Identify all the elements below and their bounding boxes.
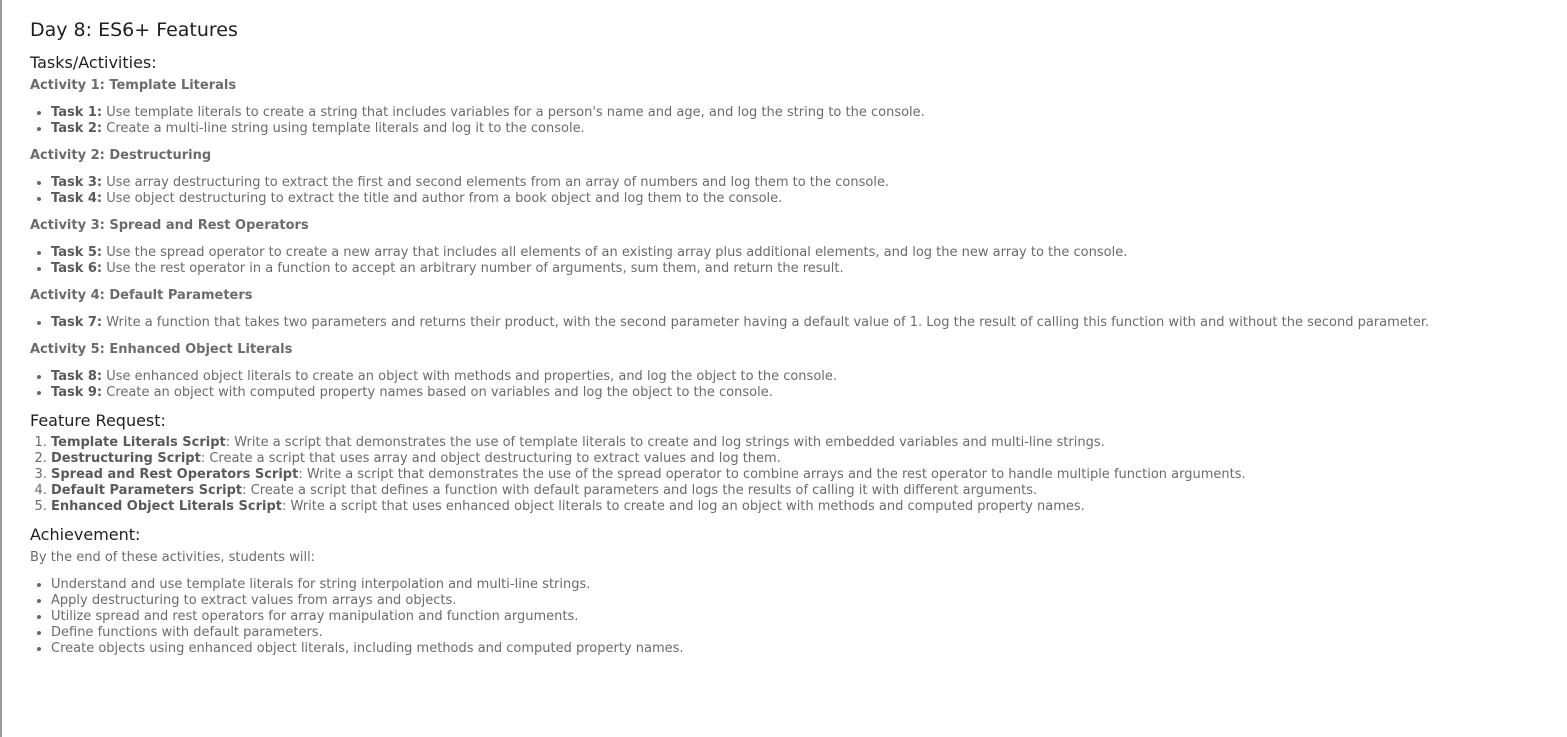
activity-task-list — [30, 245, 1550, 277]
task-label: Task 6: — [51, 261, 103, 276]
feature-label: Destructuring Script — [51, 451, 201, 466]
achievement-item: • Utilize spread and rest operators for array manipulation and function arguments. — [51, 609, 1550, 625]
task-text: Use the spread operator to create a new array that includes all elements of an existing array plus additional elements, and log the new array to the console. — [102, 245, 1128, 260]
task-text: Write a function that takes two parameters and returns their product, with the second parameter having a default value of 1. Log the result of calling this function with and without the second parameter. — [102, 315, 1430, 330]
task-item — [51, 385, 1550, 401]
achievement-list — [30, 577, 1550, 657]
task-item — [51, 245, 1550, 261]
feature-text: : Write a script that demonstrates the use of template literals to create and log strings with embedded variables and multi-line strings. — [225, 435, 1105, 450]
task-label: Task 9: — [51, 385, 103, 400]
activity-title: Activity 3: Spread and Rest Operators — [30, 218, 309, 233]
task-label: Task 5: — [51, 245, 103, 260]
achievement-item: • Create objects using enhanced object literals, including methods and computed property names. — [51, 641, 1550, 657]
task-item — [51, 105, 1550, 121]
feature-item — [51, 451, 1550, 467]
activity-task-list — [30, 315, 1550, 331]
task-label: Task 3: — [51, 175, 103, 190]
feature-label: Spread and Rest Operators Script — [51, 467, 299, 482]
task-text: Use the rest operator in a function to accept an arbitrary number of arguments, sum them, and return the result. — [102, 261, 844, 276]
tasks-heading: Tasks/Activities: — [30, 53, 157, 72]
feature-text: : Create a script that uses array and object destructuring to extract values and log them. — [200, 451, 781, 466]
task-item — [51, 261, 1550, 277]
feature-text: : Write a script that uses enhanced object literals to create and log an object with methods and computed property names. — [281, 499, 1085, 514]
activity-task-list — [30, 105, 1550, 137]
task-label: Task 4: — [51, 191, 103, 206]
activity-title: Activity 1: Template Literals — [30, 78, 237, 93]
feature-item — [51, 467, 1550, 483]
activity-title: Activity 5: Enhanced Object Literals — [30, 342, 293, 357]
task-label: Task 1: — [51, 105, 103, 120]
feature-item — [51, 483, 1550, 499]
task-item — [51, 191, 1550, 207]
page-title: Day 8: ES6+ Features — [30, 19, 238, 41]
activity-task-list — [30, 369, 1550, 401]
achievement-item: • Understand and use template literals for string interpolation and multi-line strings. — [51, 577, 1550, 593]
achievement-item: • Define functions with default parameters. — [51, 625, 1550, 641]
activity-task-list — [30, 175, 1550, 207]
feature-request-heading: Feature Request: — [30, 411, 166, 430]
task-text: Use template literals to create a string that includes variables for a person's name and age, and log the string to the console. — [102, 105, 925, 120]
task-label: Task 7: — [51, 315, 103, 330]
task-item — [51, 175, 1550, 191]
task-item — [51, 121, 1550, 137]
feature-label: Default Parameters Script — [51, 483, 243, 498]
feature-item — [51, 499, 1550, 515]
task-label: Task 8: — [51, 369, 103, 384]
task-text: Create a multi-line string using template literals and log it to the console. — [102, 121, 585, 136]
feature-text: : Write a script that demonstrates the use of the spread operator to combine arrays and the rest operator to handle multiple function arguments. — [298, 467, 1246, 482]
task-text: Use array destructuring to extract the first and second elements from an array of numbers and log them to the console. — [102, 175, 890, 190]
achievement-intro: By the end of these activities, students will: — [30, 550, 316, 565]
feature-label: Template Literals Script — [51, 435, 226, 450]
document-content — [30, 18, 1550, 667]
activity-title: Activity 4: Default Parameters — [30, 288, 253, 303]
task-text: Use enhanced object literals to create an object with methods and properties, and log the object to the console. — [102, 369, 838, 384]
feature-list — [30, 435, 1550, 515]
feature-item — [51, 435, 1550, 451]
achievement-heading: Achievement: — [30, 525, 141, 544]
task-label: Task 2: — [51, 121, 103, 136]
task-text: Create an object with computed property names based on variables and log the object to the console. — [102, 385, 773, 400]
feature-text: : Create a script that defines a function with default parameters and logs the results of calling it with different arguments. — [242, 483, 1038, 498]
feature-label: Enhanced Object Literals Script — [51, 499, 282, 514]
achievement-item: • Apply destructuring to extract values from arrays and objects. — [51, 593, 1550, 609]
task-item — [51, 369, 1550, 385]
activity-title: Activity 2: Destructuring — [30, 148, 212, 163]
task-text: Use object destructuring to extract the title and author from a book object and log them to the console. — [102, 191, 783, 206]
task-item — [51, 315, 1550, 331]
